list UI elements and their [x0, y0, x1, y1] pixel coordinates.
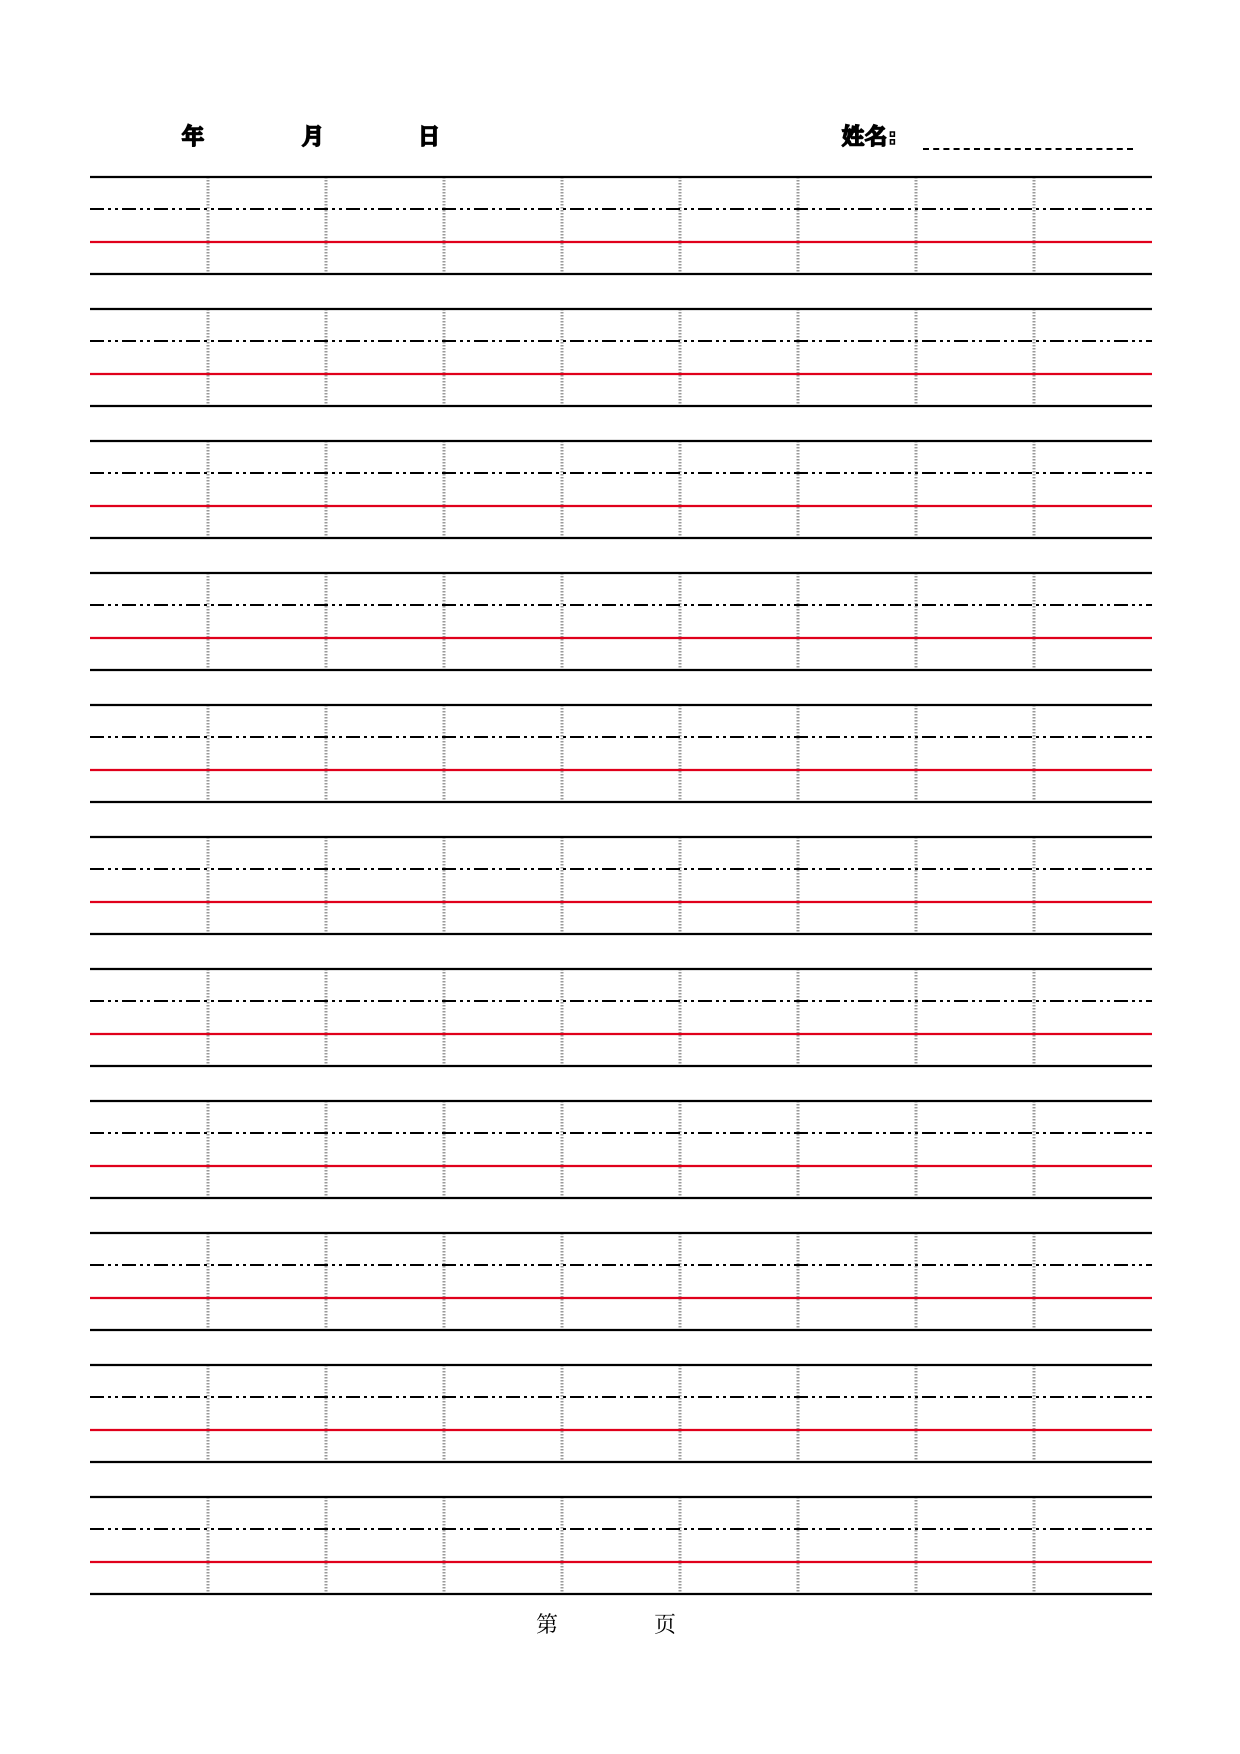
year-label: 年: [182, 125, 206, 150]
day-label: 日: [418, 125, 442, 150]
name-label: 姓名:: [842, 125, 898, 150]
page-prefix: 第: [536, 1613, 559, 1638]
page-suffix: 页: [654, 1613, 677, 1638]
month-label: 月: [302, 125, 326, 150]
page-footer: [0, 1612, 1240, 1652]
